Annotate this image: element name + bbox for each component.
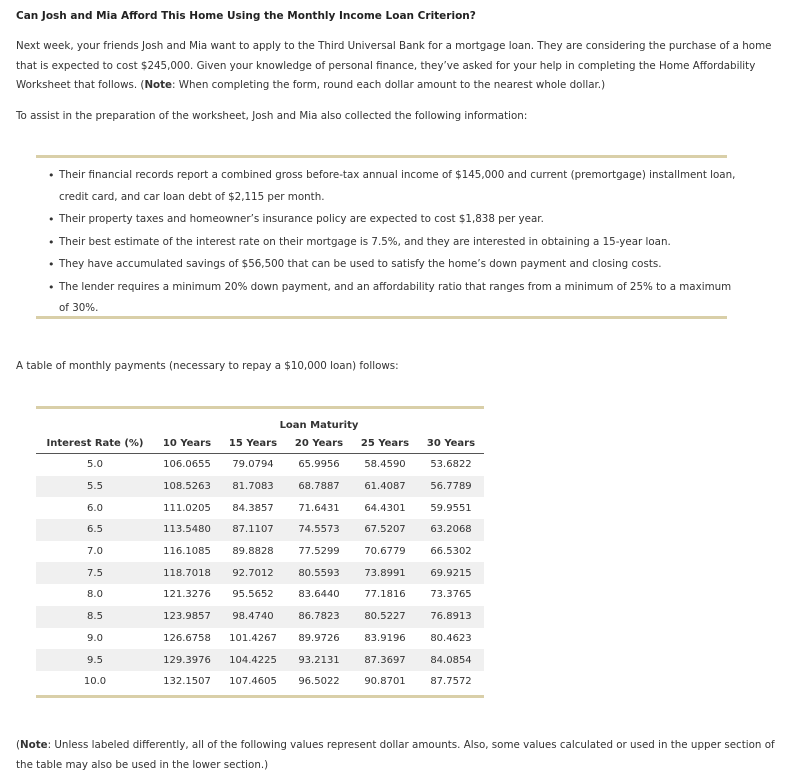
payment-cell: 107.4605 xyxy=(229,676,277,688)
payment-cell: 68.7887 xyxy=(286,476,352,498)
payment-cell: 80.4623 xyxy=(430,632,472,644)
payment-cell: 66.5302 xyxy=(430,546,472,558)
payment-cell: 71.6431 xyxy=(298,502,340,514)
payment-cell: 87.1107 xyxy=(220,519,286,541)
rate-cell: 5.5 xyxy=(36,476,154,498)
intro-note-text: : When completing the form, round each dollar amount to the nearest whole dollar.) xyxy=(172,79,606,91)
column-header: 20 Years xyxy=(286,434,352,454)
payment-cell: 79.0794 xyxy=(232,459,274,471)
payment-cell: 123.9857 xyxy=(154,606,220,628)
footer-note: (Note: Unless labeled differently, all of the following values represent dollar amounts. Also, some values calculated or used in the upper section of the table may also be used in the lower section.) xyxy=(16,739,775,771)
payment-cell: 89.9726 xyxy=(298,632,340,644)
payment-cell: 87.3697 xyxy=(352,649,418,671)
info-item: • The lender requires a minimum 20% down payment, and an affordability ratio that ranges from a minimum of 25% to a maximum of 30%. xyxy=(48,277,738,320)
rate-cell: 8.5 xyxy=(36,606,154,628)
payment-cell: 104.4225 xyxy=(220,649,286,671)
payment-cell: 129.3976 xyxy=(154,649,220,671)
payment-cell: 69.9215 xyxy=(418,562,484,584)
payment-cell: 81.7083 xyxy=(220,476,286,498)
payment-cell: 111.0205 xyxy=(163,502,211,514)
table-intro: A table of monthly payments (necessary to repay a $10,000 loan) follows: xyxy=(16,360,399,372)
payment-cell: 108.5263 xyxy=(154,476,220,498)
payment-cell: 126.6758 xyxy=(163,632,211,644)
payment-cell: 87.7572 xyxy=(430,676,472,688)
payment-cell: 93.2131 xyxy=(286,649,352,671)
footer-note-label: Note xyxy=(20,739,48,751)
loan-maturity-header: Loan Maturity xyxy=(279,419,359,431)
payment-cell: 53.6822 xyxy=(430,459,472,471)
payment-cell: 80.5227 xyxy=(352,606,418,628)
payment-cell: 67.5207 xyxy=(352,519,418,541)
payment-cell: 58.4590 xyxy=(364,459,406,471)
payment-cell: 73.3765 xyxy=(430,589,472,601)
intro-paragraph xyxy=(16,37,776,96)
payment-cell: 118.7018 xyxy=(154,562,220,584)
payment-cell: 116.1085 xyxy=(163,546,211,558)
payment-cell: 84.0854 xyxy=(418,649,484,671)
payment-table xyxy=(36,416,484,693)
table-row xyxy=(36,497,484,519)
column-header: 25 Years xyxy=(352,434,418,454)
payment-cell: 83.6440 xyxy=(298,589,340,601)
payment-cell: 76.8913 xyxy=(418,606,484,628)
payment-table-body xyxy=(36,454,484,693)
payment-cell: 83.9196 xyxy=(364,632,406,644)
payment-cell: 80.5593 xyxy=(286,562,352,584)
table-group-header-row xyxy=(36,416,484,434)
payment-cell: 74.5573 xyxy=(286,519,352,541)
table-row xyxy=(36,562,484,584)
payment-cell: 70.6779 xyxy=(364,546,406,558)
table-row xyxy=(36,584,484,606)
column-header: 15 Years xyxy=(220,434,286,454)
payment-cell: 77.1816 xyxy=(364,589,406,601)
payment-cell: 77.5299 xyxy=(298,546,340,558)
page-title: Can Josh and Mia Afford This Home Using the Monthly Income Loan Criterion? xyxy=(16,10,476,22)
payment-cell: 121.3276 xyxy=(163,589,211,601)
payment-cell: 59.9551 xyxy=(430,502,472,514)
payment-cell: 101.4267 xyxy=(229,632,277,644)
table-row xyxy=(36,649,484,671)
table-row xyxy=(36,606,484,628)
intro-text: Next week, your friends Josh and Mia want to apply to the Third Universal Bank for a mortgage loan. They are considering the purchase of a home that is expected to cost $245,000. Given your knowledge of personal finance, they’ve asked for your help in completing the Home Affordability Worksheet that follows. ( xyxy=(16,40,772,91)
payment-cell: 90.8701 xyxy=(364,676,406,688)
payment-cell: 89.8828 xyxy=(232,546,274,558)
column-header: 10 Years xyxy=(154,434,220,454)
table-row xyxy=(36,476,484,498)
column-header: 30 Years xyxy=(418,434,484,454)
table-row xyxy=(36,541,484,563)
table-bottom-rule xyxy=(36,695,484,698)
rate-cell: 9.5 xyxy=(36,649,154,671)
table-column-header-row xyxy=(36,434,484,454)
table-top-rule xyxy=(36,406,484,409)
rate-cell: 7.0 xyxy=(87,546,103,558)
payment-cell: 95.5652 xyxy=(232,589,274,601)
table-row xyxy=(36,454,484,476)
info-box-top-rule xyxy=(36,155,727,158)
rate-cell: 6.5 xyxy=(36,519,154,541)
info-item: • Their best estimate of the interest rate on their mortgage is 7.5%, and they are interested in obtaining a 15-year loan. xyxy=(48,232,738,254)
payment-cell: 63.2068 xyxy=(418,519,484,541)
rate-cell: 9.0 xyxy=(87,632,103,644)
info-list xyxy=(36,165,738,321)
payment-cell: 106.0655 xyxy=(163,459,211,471)
info-item: • Their property taxes and homeowner’s insurance policy are expected to cost $1,838 per year. xyxy=(48,209,738,231)
footer-note-text: : Unless labeled differently, all of the following values represent dollar amounts. Also, some values calculated or used in the upper section of the table may also be used in the lower section.) xyxy=(16,739,775,771)
payment-cell: 98.4740 xyxy=(220,606,286,628)
intro-note-label: Note xyxy=(144,79,173,91)
interest-rate-header: Interest Rate (%) xyxy=(36,434,154,454)
payment-cell: 84.3857 xyxy=(232,502,274,514)
rate-cell: 7.5 xyxy=(36,562,154,584)
rate-cell: 5.0 xyxy=(87,459,103,471)
info-item: • Their financial records report a combined gross before-tax annual income of $145,000 and current (premortgage) installment loan, credit card, and car loan debt of $2,115 per month. xyxy=(48,165,738,208)
payment-cell: 61.4087 xyxy=(352,476,418,498)
table-row xyxy=(36,671,484,693)
payment-cell: 92.7012 xyxy=(220,562,286,584)
table-row xyxy=(36,519,484,541)
payment-cell: 64.4301 xyxy=(364,502,406,514)
payment-cell: 65.9956 xyxy=(298,459,340,471)
payment-cell: 132.1507 xyxy=(163,676,211,688)
rate-cell: 8.0 xyxy=(87,589,103,601)
rate-cell: 6.0 xyxy=(87,502,103,514)
payment-cell: 56.7789 xyxy=(418,476,484,498)
payment-cell: 86.7823 xyxy=(286,606,352,628)
payment-cell: 113.5480 xyxy=(154,519,220,541)
rate-cell: 10.0 xyxy=(83,676,107,688)
assist-paragraph: To assist in the preparation of the worksheet, Josh and Mia also collected the following information: xyxy=(16,110,528,122)
table-row xyxy=(36,628,484,650)
payment-cell: 73.8991 xyxy=(352,562,418,584)
info-box-bottom-rule xyxy=(36,316,727,319)
payment-cell: 96.5022 xyxy=(298,676,340,688)
info-item: • They have accumulated savings of $56,500 that can be used to satisfy the home’s down payment and closing costs. xyxy=(48,254,738,276)
